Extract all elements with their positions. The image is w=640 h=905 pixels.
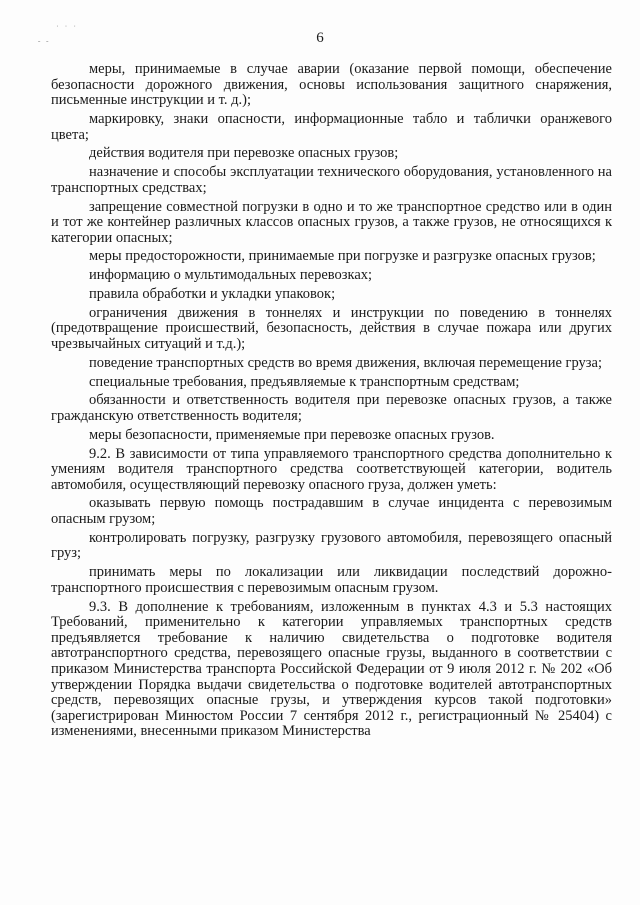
paragraph: назначение и способы эксплуатации технического оборудования, установленного на транспортных средствах; [51,164,612,196]
paragraph: обязанности и ответственность водителя при перевозке опасных грузов, а также гражданскую ответственность водителя; [51,392,612,424]
page-number: 6 [316,30,324,46]
paragraph: маркировку, знаки опасности, информационные табло и таблички оранжевого цвета; [51,110,612,143]
paragraph: специальные требования, предъявляемые к транспортным средствам; [89,373,520,390]
paragraph: принимать меры по локализации или ликвидации последствий дорожно-транспортного происшествия с перевозимым опасным грузом. [51,564,612,596]
paragraph: меры, принимаемые в случае аварии (оказание первой помощи, обеспечение безопасности дорожного движения, основы использования защитного снаряжения, письменные инструкции и т. д.); [51,61,612,109]
paragraph: поведение транспортных средств во время движения, включая перемещение груза; [89,354,603,371]
paragraph: информацию о мультимодальных перевозках; [89,267,373,284]
paragraph-section-9-2: 9.2. В зависимости от типа управляемого транспортного средства дополнительно к умениям водителя транспортного средства соответствующей категории, водитель автомобиля, осуществляющий перевозку опасного груза, должен уметь: [51,445,612,493]
paragraph: запрещение совместной погрузки в одно и то же транспортное средство или в один и тот же контейнер различных классов опасных грузов, а также грузов, не относящихся к категории опасных; [51,198,612,246]
paragraph: оказывать первую помощь пострадавшим в случае инцидента с перевозимым опасным грузом; [51,495,612,528]
paragraph: контролировать погрузку, разгрузку грузового автомобиля, перевозящего опасный груз; [51,529,612,562]
paragraph: меры безопасности, применяемые при перевозке опасных грузов. [89,426,495,443]
paragraph-section-9-3: 9.3. В дополнение к требованиям, изложенным в пунктах 4.3 и 5.3 настоящих Требований, применительно к категории управляемых транспортных средств предъявляется требование к наличию свидетельства о подготовке водителя автотранспортного средства, перевозящего опасные грузы, выданного в соответствии с приказом Министерства транспорта Российской Федерации от 9 июля 2012 г. № 202 «Об утверждении Порядка выдачи свидетельства о подготовке водителей автотранспортных средств, перевозящих опасные грузы, и утверждения курсов такой подготовки» (зарегистрирован Минюстом России 7 сентября 2012 г., регистрационный № 25404) с изменениями, внесенными приказом Министерства [51,598,612,740]
document-body [51,62,612,743]
paragraph: ограничения движения в тоннелях и инструкции по поведению в тоннелях (предотвращение происшествий, безопасность, действия в случае пожара или других чрезвычайных ситуаций и т.д.); [51,304,612,352]
corner-mark: ˙ ˙ ˙ [56,24,78,33]
paragraph: правила обработки и укладки упаковок; [89,286,336,303]
paragraph: меры предосторожности, принимаемые при погрузке и разгрузке опасных грузов; [89,248,596,265]
corner-mark: ˇ ˇ [38,40,51,48]
paragraph: действия водителя при перевозке опасных грузов; [89,145,399,162]
